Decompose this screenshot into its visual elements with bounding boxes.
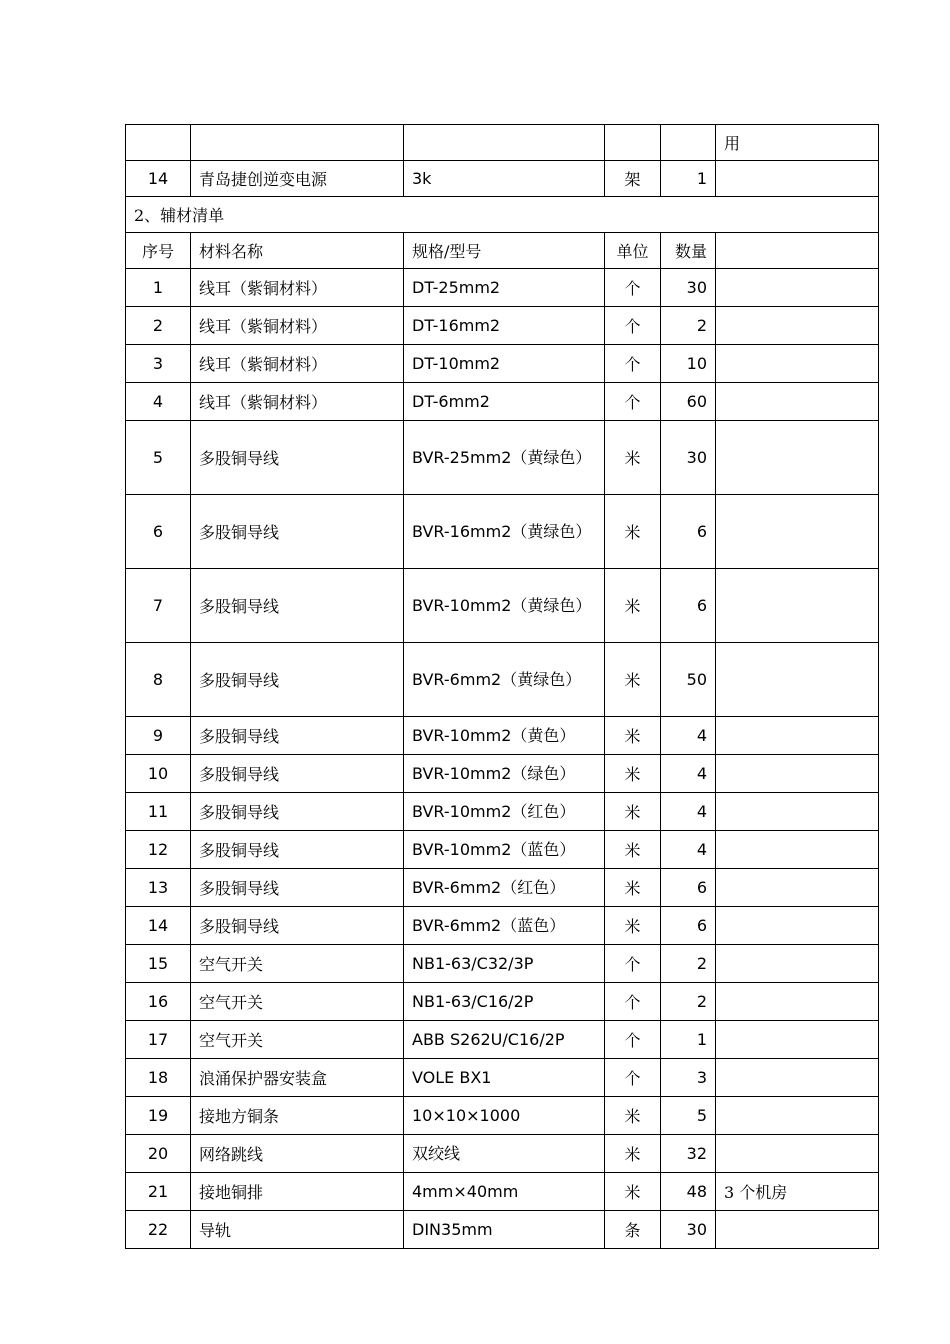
table-row [126,831,879,869]
equipment-row [126,161,879,197]
cell-name: 多股铜导线 [191,569,404,643]
cell-no: 12 [126,831,191,869]
cell-spec: BVR-25mm2（黄绿色） [404,421,605,495]
cell-unit: 架 [605,161,661,197]
cell-spec: 4mm×40mm [404,1173,605,1211]
cell-no: 22 [126,1211,191,1249]
cell-spec: BVR-10mm2（绿色） [404,755,605,793]
cell-note [716,495,879,569]
cell-name: 多股铜导线 [191,755,404,793]
cell-name: 网络跳线 [191,1135,404,1173]
header-qty: 数量 [661,233,716,269]
cell-no: 11 [126,793,191,831]
cell-note [716,307,879,345]
cell-unit: 米 [605,495,661,569]
table-row [126,1021,879,1059]
cell-note [716,907,879,945]
table-row [126,945,879,983]
cell-name: 线耳（紫铜材料） [191,307,404,345]
table-row [126,421,879,495]
cell-spec: BVR-10mm2（蓝色） [404,831,605,869]
cell-no: 17 [126,1021,191,1059]
cell-unit: 米 [605,1135,661,1173]
cell-qty: 2 [661,983,716,1021]
cell-name: 多股铜导线 [191,869,404,907]
cell-unit: 米 [605,717,661,755]
cell-note [716,421,879,495]
cell-qty: 4 [661,755,716,793]
cell-spec: DIN35mm [404,1211,605,1249]
cell-spec: NB1-63/C16/2P [404,983,605,1021]
cell-unit: 米 [605,755,661,793]
cell-no: 14 [126,161,191,197]
carry-over-row [126,125,879,161]
cell-note [716,161,879,197]
header-spec: 规格/型号 [404,233,605,269]
cell-note [716,383,879,421]
cell-name: 多股铜导线 [191,907,404,945]
cell-unit: 米 [605,1097,661,1135]
cell-name: 浪涌保护器安装盒 [191,1059,404,1097]
cell-note [716,569,879,643]
cell-spec: 3k [404,161,605,197]
cell-name: 线耳（紫铜材料） [191,345,404,383]
cell-name: 多股铜导线 [191,717,404,755]
cell-no: 20 [126,1135,191,1173]
cell-qty: 4 [661,793,716,831]
cell-name: 空气开关 [191,945,404,983]
cell-name: 多股铜导线 [191,421,404,495]
cell-spec: DT-25mm2 [404,269,605,307]
cell-no: 1 [126,269,191,307]
cell-note: 用 [716,125,879,161]
cell-note [716,1211,879,1249]
table-row [126,569,879,643]
materials-table [125,124,879,1249]
cell-unit: 米 [605,793,661,831]
table-row [126,269,879,307]
header-row [126,233,879,269]
header-no: 序号 [126,233,191,269]
cell-no: 8 [126,643,191,717]
cell-qty: 4 [661,831,716,869]
cell-no: 21 [126,1173,191,1211]
cell-note [716,1135,879,1173]
cell-qty: 2 [661,945,716,983]
cell-qty: 30 [661,421,716,495]
table-row [126,1211,879,1249]
cell-spec: DT-16mm2 [404,307,605,345]
table-row [126,755,879,793]
cell-no: 19 [126,1097,191,1135]
cell-name: 导轨 [191,1211,404,1249]
table-row [126,1097,879,1135]
cell-note [716,345,879,383]
table-row [126,307,879,345]
cell-unit: 个 [605,269,661,307]
table-row [126,983,879,1021]
cell-name [191,125,404,161]
cell-no: 14 [126,907,191,945]
cell-unit: 个 [605,945,661,983]
cell-qty: 1 [661,161,716,197]
cell-name: 青岛捷创逆变电源 [191,161,404,197]
section-title: 2、辅材清单 [126,197,879,233]
cell-note [716,1097,879,1135]
cell-qty: 10 [661,345,716,383]
cell-unit: 米 [605,1173,661,1211]
cell-name: 线耳（紫铜材料） [191,383,404,421]
cell-no [126,125,191,161]
cell-name: 空气开关 [191,983,404,1021]
cell-unit: 米 [605,569,661,643]
cell-note [716,793,879,831]
cell-note [716,717,879,755]
cell-qty: 6 [661,495,716,569]
cell-no: 2 [126,307,191,345]
cell-note: 3 个机房 [716,1173,879,1211]
cell-unit [605,125,661,161]
header-name: 材料名称 [191,233,404,269]
cell-no: 6 [126,495,191,569]
cell-unit: 条 [605,1211,661,1249]
cell-note [716,831,879,869]
cell-no: 13 [126,869,191,907]
cell-note [716,869,879,907]
cell-unit: 米 [605,421,661,495]
cell-spec: BVR-10mm2（黄绿色） [404,569,605,643]
cell-no: 9 [126,717,191,755]
cell-spec: BVR-6mm2（黄绿色） [404,643,605,717]
cell-qty: 6 [661,869,716,907]
cell-no: 5 [126,421,191,495]
section-title-row [126,197,879,233]
cell-unit: 个 [605,307,661,345]
cell-qty: 5 [661,1097,716,1135]
cell-name: 多股铜导线 [191,831,404,869]
cell-name: 多股铜导线 [191,643,404,717]
cell-note [716,269,879,307]
header-note [716,233,879,269]
cell-qty: 3 [661,1059,716,1097]
cell-spec: NB1-63/C32/3P [404,945,605,983]
cell-note [716,983,879,1021]
cell-name: 空气开关 [191,1021,404,1059]
cell-spec: BVR-6mm2（红色） [404,869,605,907]
cell-note [716,755,879,793]
cell-no: 10 [126,755,191,793]
table-row [126,793,879,831]
cell-qty: 4 [661,717,716,755]
table-row [126,907,879,945]
cell-note [716,643,879,717]
cell-no: 3 [126,345,191,383]
cell-spec: VOLE BX1 [404,1059,605,1097]
table-row [126,643,879,717]
cell-unit: 个 [605,1021,661,1059]
cell-note [716,945,879,983]
cell-spec: 10×10×1000 [404,1097,605,1135]
cell-qty: 6 [661,907,716,945]
cell-no: 16 [126,983,191,1021]
table-row [126,1135,879,1173]
cell-qty: 2 [661,307,716,345]
cell-qty: 30 [661,1211,716,1249]
cell-unit: 个 [605,1059,661,1097]
cell-spec: ABB S262U/C16/2P [404,1021,605,1059]
table-row [126,869,879,907]
cell-qty: 60 [661,383,716,421]
cell-unit: 米 [605,869,661,907]
cell-qty: 1 [661,1021,716,1059]
cell-qty: 30 [661,269,716,307]
cell-spec: 双绞线 [404,1135,605,1173]
table-row [126,383,879,421]
cell-no: 4 [126,383,191,421]
cell-qty [661,125,716,161]
table-row [126,717,879,755]
cell-spec: BVR-10mm2（红色） [404,793,605,831]
cell-note [716,1059,879,1097]
cell-name: 多股铜导线 [191,793,404,831]
cell-no: 18 [126,1059,191,1097]
table-row [126,495,879,569]
cell-unit: 米 [605,643,661,717]
cell-qty: 32 [661,1135,716,1173]
cell-qty: 6 [661,569,716,643]
cell-unit: 个 [605,383,661,421]
cell-name: 线耳（紫铜材料） [191,269,404,307]
cell-spec [404,125,605,161]
cell-spec: DT-10mm2 [404,345,605,383]
cell-spec: BVR-10mm2（黄色） [404,717,605,755]
cell-spec: BVR-16mm2（黄绿色） [404,495,605,569]
cell-note [716,1021,879,1059]
cell-no: 7 [126,569,191,643]
cell-unit: 个 [605,345,661,383]
cell-no: 15 [126,945,191,983]
cell-qty: 48 [661,1173,716,1211]
cell-name: 接地方铜条 [191,1097,404,1135]
cell-qty: 50 [661,643,716,717]
cell-spec: DT-6mm2 [404,383,605,421]
table-row [126,1059,879,1097]
cell-name: 接地铜排 [191,1173,404,1211]
cell-spec: BVR-6mm2（蓝色） [404,907,605,945]
cell-unit: 米 [605,907,661,945]
cell-unit: 个 [605,983,661,1021]
cell-name: 多股铜导线 [191,495,404,569]
table-row [126,1173,879,1211]
cell-unit: 米 [605,831,661,869]
header-unit: 单位 [605,233,661,269]
table-row [126,345,879,383]
